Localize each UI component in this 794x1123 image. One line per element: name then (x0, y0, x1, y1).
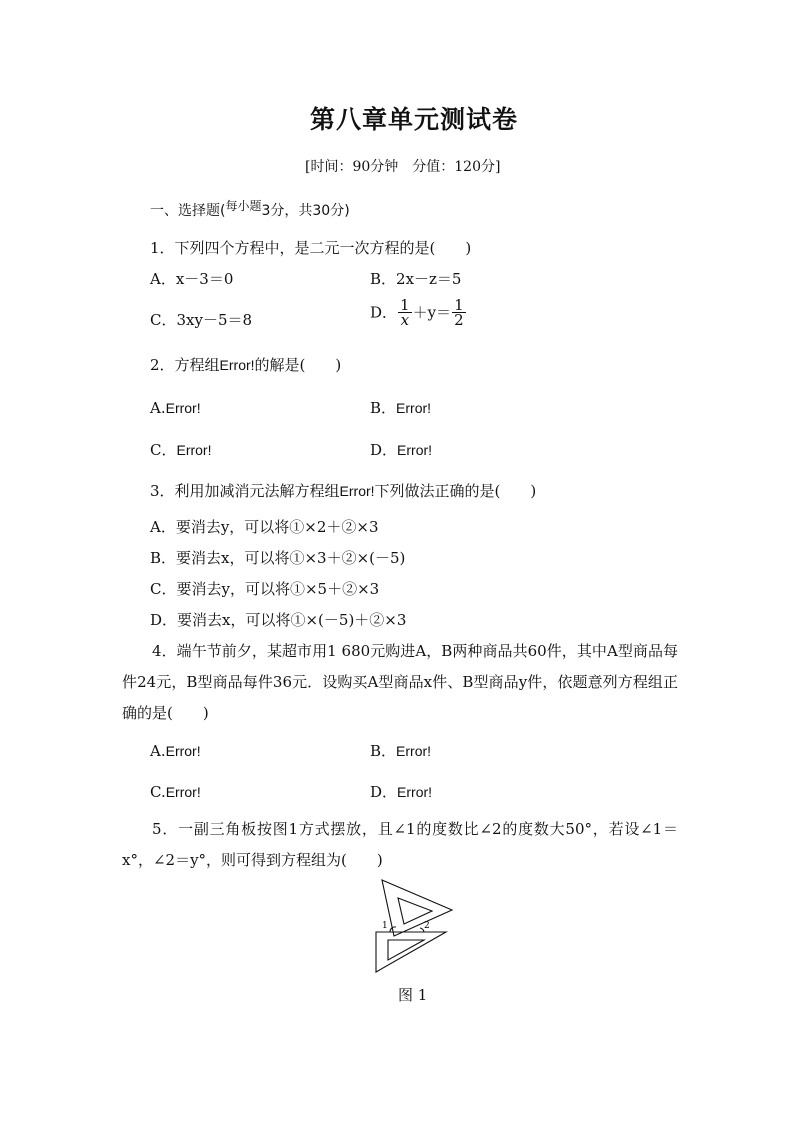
figure-caption: 图 1 (398, 986, 428, 1004)
option-label: C． (150, 441, 177, 459)
question-1-stem: 1．下列四个方程中，是二元一次方程的是( ) (150, 239, 472, 257)
triangle-rulers-figure (360, 876, 460, 976)
fraction-1-over-x (398, 298, 412, 327)
error-field: Error! (396, 743, 432, 759)
q2-stem-pre: 2．方程组 (150, 356, 220, 374)
error-field: Error! (396, 400, 432, 416)
question-4-option-a (150, 740, 201, 762)
q3-stem-post: 下列做法正确的是( ) (374, 482, 537, 500)
question-1-option-b: B．2x－z＝5 (370, 270, 462, 288)
page-title: 第八章单元测试卷 (310, 105, 519, 134)
error-field: Error! (397, 784, 433, 800)
question-4-option-c (150, 781, 201, 803)
question-5-stem: 5．一副三角板按图1方式摆放，且∠1的度数比∠2的度数大50°，若设∠1＝x°，∠2＝y°，则可得到方程组为( ) (122, 820, 678, 869)
q3-stem-pre: 3．利用加减消元法解方程组 (150, 482, 340, 500)
fraction-1-over-2 (452, 298, 466, 327)
option-label: A. (150, 742, 166, 760)
option-d-label: D． (370, 303, 398, 322)
option-d-middle: ＋y＝ (412, 303, 452, 322)
error-field: Error! (176, 442, 212, 458)
question-2-stem (150, 354, 341, 376)
question-3-option-b: B．要消去x，可以将①×3＋②×(－5) (150, 549, 406, 567)
lower-set-square-inner (388, 940, 424, 960)
error-field: Error! (165, 784, 201, 800)
question-3-option-a: A．要消去y，可以将①×2＋②×3 (150, 518, 379, 536)
option-label: B． (370, 399, 397, 417)
question-4-option-d (370, 781, 432, 803)
fraction-denominator: 2 (454, 311, 464, 329)
lower-set-square (376, 932, 446, 972)
question-4-stem: 4．端午节前夕，某超市用1 680元购进A，B两种商品共60件，其中A型商品每件24元，B型商品每件36元．设购买A型商品x件、B型商品y件，依题意列方程组正确的是( ) (122, 642, 678, 722)
option-label: D． (370, 441, 398, 459)
question-3-option-d: D．要消去x，可以将①×(－5)＋②×3 (150, 611, 407, 629)
section-note: 每小题 (225, 199, 262, 213)
question-1-option-a: A．x－3＝0 (150, 270, 234, 288)
section-heading-text: 一、选择题( (150, 203, 226, 219)
question-2-option-a (150, 397, 201, 419)
question-2-option-c (150, 439, 211, 461)
fraction-denominator: x (400, 311, 410, 329)
question-1-option-d (370, 298, 467, 327)
q2-error-field: Error! (219, 357, 255, 373)
angle-label-2: 2 (424, 921, 430, 931)
question-2-option-b (370, 397, 431, 419)
section-rest: 3分，共30分) (261, 203, 350, 219)
q2-stem-post: 的解是( ) (254, 356, 342, 374)
error-field: Error! (165, 400, 201, 416)
question-3-stem (150, 480, 536, 502)
q3-error-field: Error! (339, 483, 375, 499)
fraction-numerator: 1 (400, 296, 410, 314)
option-label: D． (370, 783, 398, 801)
error-field: Error! (165, 743, 201, 759)
option-label: B． (370, 742, 397, 760)
exam-info: [时间：90分钟 分值：120分] (305, 159, 501, 175)
angle-label-1: 1 (382, 921, 388, 931)
question-4-option-b (370, 740, 431, 762)
error-field: Error! (397, 442, 433, 458)
option-label: C. (150, 783, 166, 801)
question-2-option-d (370, 439, 432, 461)
option-label: A. (150, 399, 166, 417)
section-heading (150, 200, 350, 220)
question-3-option-c: C．要消去y，可以将①×5＋②×3 (150, 580, 380, 598)
fraction-numerator: 1 (454, 296, 464, 314)
question-1-option-c: C．3xy－5＝8 (150, 311, 253, 329)
